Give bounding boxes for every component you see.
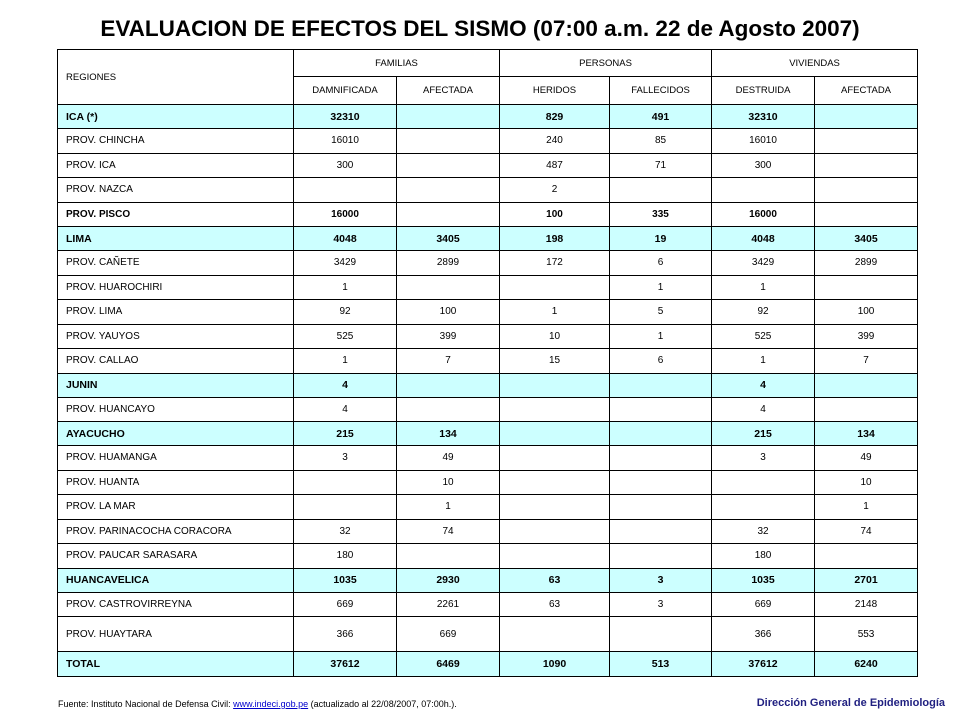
cell-fal: 1	[610, 275, 712, 300]
cell-dam: 215	[294, 422, 397, 446]
cell-vaf: 100	[815, 300, 918, 325]
total-row	[58, 652, 918, 677]
cell-her: 63	[500, 568, 610, 592]
row-name: PROV. HUAMANGA	[58, 446, 294, 471]
row-name: JUNIN	[58, 373, 294, 397]
cell-dam	[294, 178, 397, 203]
cell-dam: 525	[294, 324, 397, 349]
cell-fal	[610, 446, 712, 471]
cell-her	[500, 275, 610, 300]
cell-vaf: 10	[815, 470, 918, 495]
cell-vaf	[815, 373, 918, 397]
cell-her: 10	[500, 324, 610, 349]
header-row-groups	[58, 50, 918, 77]
cell-dam: 3429	[294, 251, 397, 276]
row-name: PROV. LIMA	[58, 300, 294, 325]
table-row	[58, 153, 918, 178]
cell-afe	[397, 202, 500, 227]
cell-her	[500, 373, 610, 397]
cell-des: 32310	[712, 105, 815, 129]
header-afectada: AFECTADA	[397, 77, 500, 105]
row-name: PROV. CAÑETE	[58, 251, 294, 276]
cell-vaf: 1	[815, 495, 918, 520]
row-name: PROV. YAUYOS	[58, 324, 294, 349]
row-name: ICA (*)	[58, 105, 294, 129]
cell-her: 2	[500, 178, 610, 203]
region-row	[58, 568, 918, 592]
table-row	[58, 470, 918, 495]
table-row	[58, 275, 918, 300]
cell-fal: 6	[610, 349, 712, 374]
cell-dam: 92	[294, 300, 397, 325]
cell-fal: 491	[610, 105, 712, 129]
cell-vaf	[815, 129, 918, 154]
cell-afe: 2899	[397, 251, 500, 276]
row-name: AYACUCHO	[58, 422, 294, 446]
cell-fal: 3	[610, 568, 712, 592]
cell-her: 1	[500, 300, 610, 325]
cell-dam: 1	[294, 275, 397, 300]
cell-vaf	[815, 397, 918, 422]
header-heridos: HERIDOS	[500, 77, 610, 105]
cell-dam: 16000	[294, 202, 397, 227]
table-body	[58, 105, 918, 677]
cell-des: 4	[712, 397, 815, 422]
row-name: PROV. HUANCAYO	[58, 397, 294, 422]
cell-vaf: 3405	[815, 227, 918, 251]
cell-dam: 180	[294, 544, 397, 569]
table-row	[58, 324, 918, 349]
cell-dam: 3	[294, 446, 397, 471]
cell-fal: 19	[610, 227, 712, 251]
cell-her	[500, 519, 610, 544]
cell-fal	[610, 397, 712, 422]
table-row	[58, 617, 918, 652]
region-row	[58, 373, 918, 397]
row-name: PROV. HUANTA	[58, 470, 294, 495]
cell-dam: 1035	[294, 568, 397, 592]
cell-des: 92	[712, 300, 815, 325]
cell-her: 63	[500, 592, 610, 617]
cell-fal: 85	[610, 129, 712, 154]
cell-afe: 100	[397, 300, 500, 325]
row-name: PROV. NAZCA	[58, 178, 294, 203]
cell-vaf	[815, 275, 918, 300]
cell-afe: 7	[397, 349, 500, 374]
table-row	[58, 300, 918, 325]
table-row	[58, 202, 918, 227]
cell-des: 4	[712, 373, 815, 397]
cell-fal: 3	[610, 592, 712, 617]
cell-dam: 1	[294, 349, 397, 374]
cell-vaf: 7	[815, 349, 918, 374]
cell-her	[500, 617, 610, 652]
cell-afe: 134	[397, 422, 500, 446]
cell-fal: 71	[610, 153, 712, 178]
cell-vaf	[815, 202, 918, 227]
row-name: PROV. HUAROCHIRI	[58, 275, 294, 300]
cell-her: 1090	[500, 652, 610, 677]
cell-fal	[610, 544, 712, 569]
cell-des: 669	[712, 592, 815, 617]
cell-her	[500, 422, 610, 446]
cell-dam: 669	[294, 592, 397, 617]
cell-des: 525	[712, 324, 815, 349]
cell-afe	[397, 105, 500, 129]
cell-her: 100	[500, 202, 610, 227]
cell-afe: 399	[397, 324, 500, 349]
row-name: PROV. HUAYTARA	[58, 617, 294, 652]
row-name: PROV. PARINACOCHA CORACORA	[58, 519, 294, 544]
row-name: TOTAL	[58, 652, 294, 677]
cell-des: 37612	[712, 652, 815, 677]
table-row	[58, 129, 918, 154]
cell-vaf	[815, 153, 918, 178]
cell-dam: 32	[294, 519, 397, 544]
cell-fal	[610, 373, 712, 397]
cell-des: 1	[712, 349, 815, 374]
footnote-suffix: (actualizado al 22/08/2007, 07:00h.).	[308, 699, 457, 709]
cell-afe: 10	[397, 470, 500, 495]
cell-fal: 335	[610, 202, 712, 227]
cell-fal: 1	[610, 324, 712, 349]
cell-vaf: 2148	[815, 592, 918, 617]
cell-afe: 1	[397, 495, 500, 520]
table-row	[58, 251, 918, 276]
cell-vaf: 74	[815, 519, 918, 544]
cell-her	[500, 470, 610, 495]
cell-vaf: 49	[815, 446, 918, 471]
region-row	[58, 227, 918, 251]
cell-des: 366	[712, 617, 815, 652]
cell-fal	[610, 470, 712, 495]
header-viviendas: VIVIENDAS	[712, 50, 918, 77]
cell-afe	[397, 544, 500, 569]
row-name: PROV. LA MAR	[58, 495, 294, 520]
table-row	[58, 349, 918, 374]
cell-afe	[397, 397, 500, 422]
cell-dam: 300	[294, 153, 397, 178]
cell-fal	[610, 422, 712, 446]
cell-des	[712, 178, 815, 203]
cell-fal: 6	[610, 251, 712, 276]
row-name: HUANCAVELICA	[58, 568, 294, 592]
row-name: PROV. CASTROVIRREYNA	[58, 592, 294, 617]
cell-des: 3	[712, 446, 815, 471]
cell-des: 16000	[712, 202, 815, 227]
footnote-prefix: Fuente: Instituto Nacional de Defensa Civil:	[58, 699, 234, 709]
cell-dam: 32310	[294, 105, 397, 129]
cell-her: 15	[500, 349, 610, 374]
indeci-link[interactable]: www.indeci.gob.pe	[233, 699, 309, 709]
table-row	[58, 446, 918, 471]
cell-her: 829	[500, 105, 610, 129]
row-name: PROV. ICA	[58, 153, 294, 178]
cell-dam: 16010	[294, 129, 397, 154]
cell-vaf	[815, 178, 918, 203]
header-personas: PERSONAS	[500, 50, 712, 77]
cell-her: 240	[500, 129, 610, 154]
cell-dam: 37612	[294, 652, 397, 677]
cell-des: 3429	[712, 251, 815, 276]
cell-fal	[610, 519, 712, 544]
header-destruida: DESTRUIDA	[712, 77, 815, 105]
row-name: LIMA	[58, 227, 294, 251]
cell-her: 487	[500, 153, 610, 178]
cell-vaf	[815, 105, 918, 129]
row-name: PROV. PISCO	[58, 202, 294, 227]
cell-her: 172	[500, 251, 610, 276]
cell-afe	[397, 178, 500, 203]
header-damnificada: DAMNIFICADA	[294, 77, 397, 105]
cell-des: 215	[712, 422, 815, 446]
cell-her	[500, 397, 610, 422]
cell-des	[712, 470, 815, 495]
table-row	[58, 178, 918, 203]
cell-afe	[397, 153, 500, 178]
cell-des: 300	[712, 153, 815, 178]
cell-vaf: 6240	[815, 652, 918, 677]
cell-dam	[294, 470, 397, 495]
cell-fal	[610, 495, 712, 520]
region-row	[58, 105, 918, 129]
cell-her	[500, 495, 610, 520]
page-title: EVALUACION DE EFECTOS DEL SISMO (07:00 a.m. 22 de Agosto 2007)	[100, 16, 860, 41]
evaluation-table	[57, 49, 918, 677]
header-afectada-viviendas: AFECTADA	[815, 77, 918, 105]
table-row	[58, 495, 918, 520]
cell-afe: 74	[397, 519, 500, 544]
table-row	[58, 397, 918, 422]
cell-dam: 366	[294, 617, 397, 652]
cell-afe: 6469	[397, 652, 500, 677]
cell-afe: 2261	[397, 592, 500, 617]
table-row	[58, 519, 918, 544]
table-row	[58, 592, 918, 617]
credit-label: Dirección General de Epidemiología	[756, 697, 945, 709]
cell-vaf: 553	[815, 617, 918, 652]
cell-afe: 3405	[397, 227, 500, 251]
cell-vaf	[815, 544, 918, 569]
cell-dam	[294, 495, 397, 520]
header-fallecidos: FALLECIDOS	[610, 77, 712, 105]
cell-des: 180	[712, 544, 815, 569]
cell-fal	[610, 617, 712, 652]
cell-her	[500, 446, 610, 471]
cell-her	[500, 544, 610, 569]
cell-afe	[397, 373, 500, 397]
region-row	[58, 422, 918, 446]
cell-fal: 513	[610, 652, 712, 677]
cell-dam: 4048	[294, 227, 397, 251]
cell-vaf: 399	[815, 324, 918, 349]
row-name: PROV. PAUCAR SARASARA	[58, 544, 294, 569]
header-familias: FAMILIAS	[294, 50, 500, 77]
source-footnote	[58, 699, 457, 709]
cell-afe	[397, 129, 500, 154]
cell-des: 1035	[712, 568, 815, 592]
cell-vaf: 2701	[815, 568, 918, 592]
cell-des: 4048	[712, 227, 815, 251]
cell-afe: 2930	[397, 568, 500, 592]
cell-des	[712, 495, 815, 520]
row-name: PROV. CHINCHA	[58, 129, 294, 154]
cell-des: 1	[712, 275, 815, 300]
table-row	[58, 544, 918, 569]
cell-fal: 5	[610, 300, 712, 325]
cell-dam: 4	[294, 397, 397, 422]
cell-afe: 669	[397, 617, 500, 652]
cell-des: 32	[712, 519, 815, 544]
cell-dam: 4	[294, 373, 397, 397]
cell-vaf: 2899	[815, 251, 918, 276]
cell-afe: 49	[397, 446, 500, 471]
cell-des: 16010	[712, 129, 815, 154]
header-regiones: REGIONES	[58, 50, 294, 105]
cell-afe	[397, 275, 500, 300]
row-name: PROV. CALLAO	[58, 349, 294, 374]
cell-vaf: 134	[815, 422, 918, 446]
cell-fal	[610, 178, 712, 203]
cell-her: 198	[500, 227, 610, 251]
